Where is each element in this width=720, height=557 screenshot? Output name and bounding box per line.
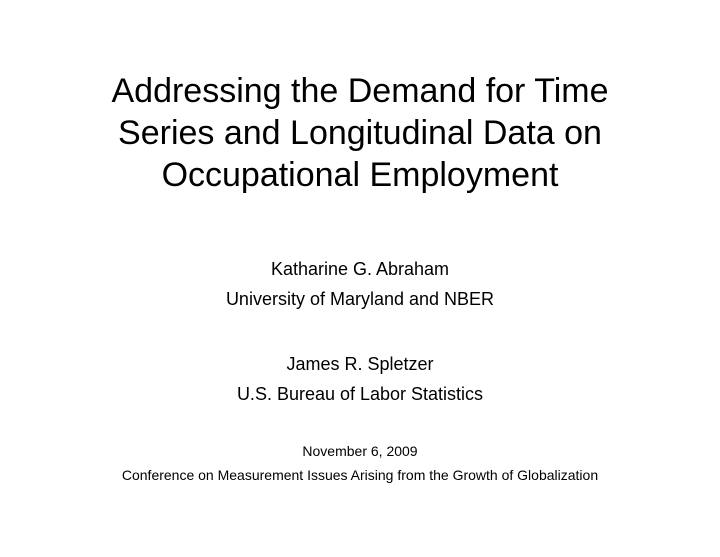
title-line: Occupational Employment xyxy=(161,156,559,194)
title-line: Series and Longitudinal Data on xyxy=(118,114,602,152)
slide-title xyxy=(40,70,680,196)
presentation-date: November 6, 2009 xyxy=(302,443,418,459)
author-block xyxy=(40,254,680,314)
event-info xyxy=(20,439,700,487)
author-name: James R. Spletzer xyxy=(286,354,434,374)
conference-name: Conference on Measurement Issues Arising from the Growth of Globalization xyxy=(121,467,599,483)
author-block xyxy=(40,349,680,409)
author-affiliation: U.S. Bureau of Labor Statistics xyxy=(236,384,484,404)
title-line: Addressing the Demand for Time xyxy=(111,72,609,110)
author-affiliation: University of Maryland and NBER xyxy=(225,289,495,309)
author-name: Katharine G. Abraham xyxy=(270,259,450,279)
